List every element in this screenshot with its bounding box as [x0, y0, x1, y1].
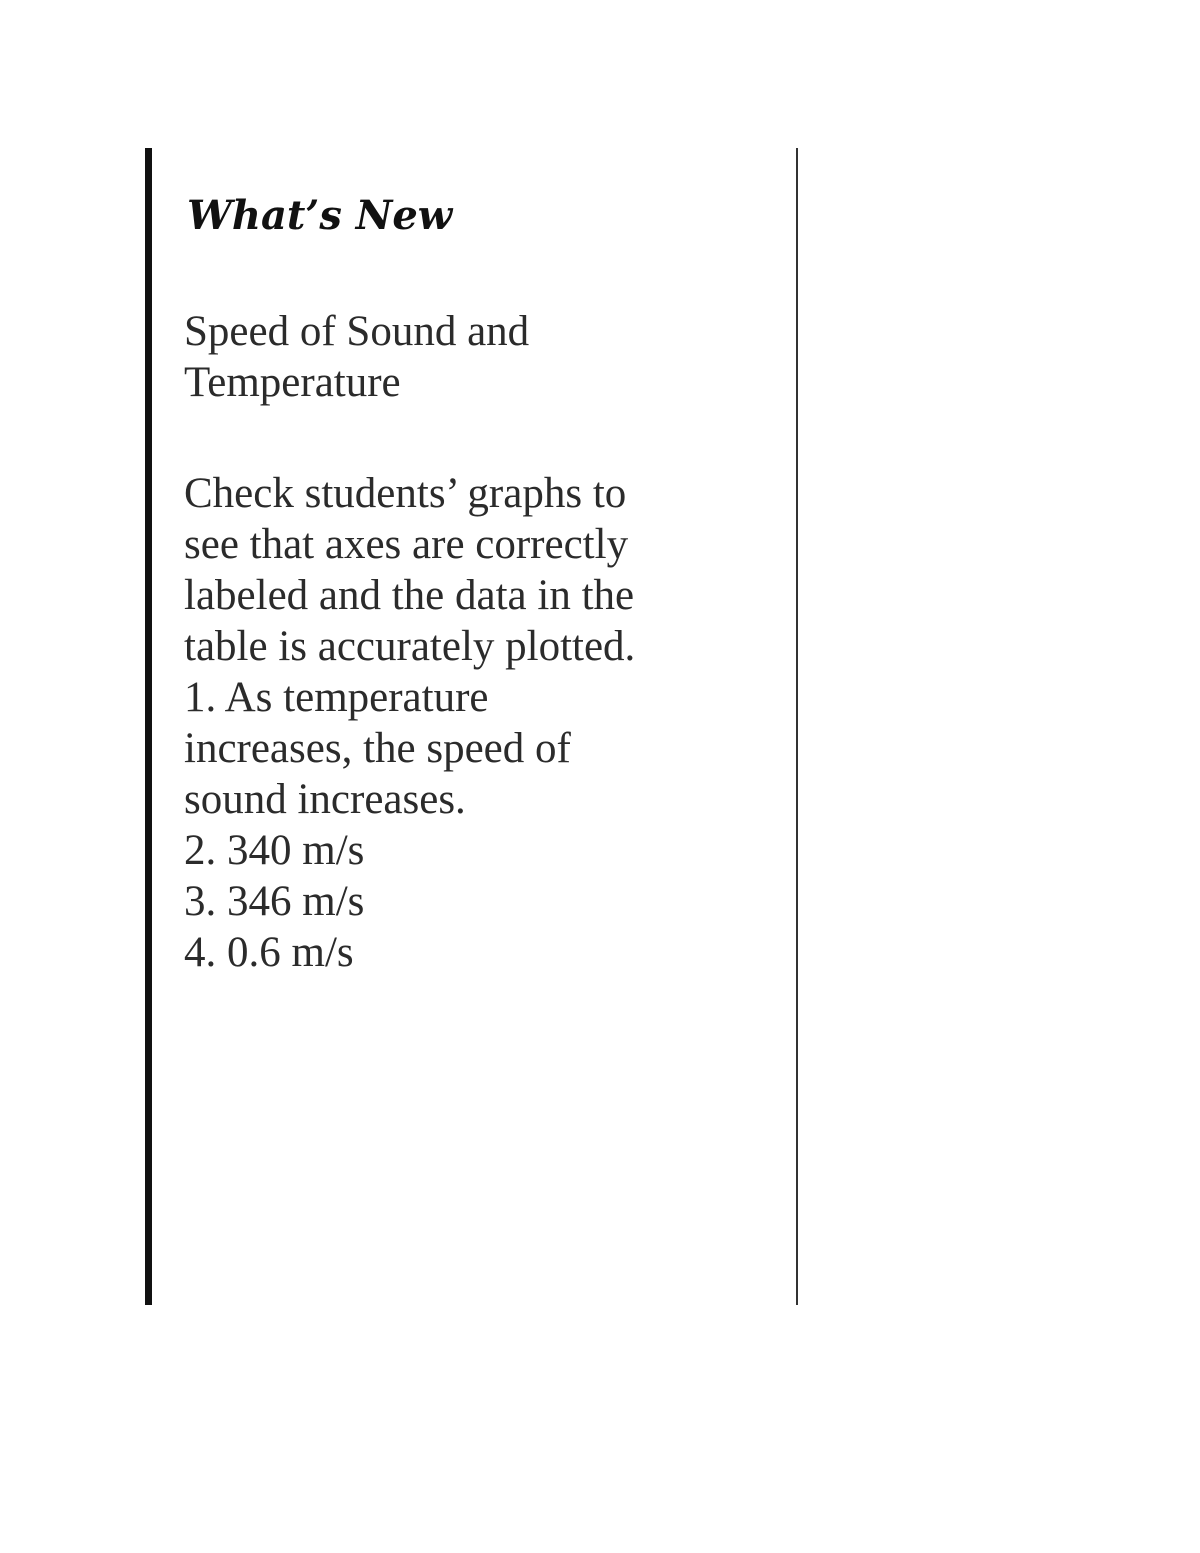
- answer-line: labeled and the data in the: [184, 572, 635, 619]
- answer-line: sound increases.: [184, 776, 466, 823]
- right-border-rule: [796, 148, 798, 1305]
- answer-line: increases, the speed of: [184, 725, 571, 772]
- answer-item-4: 4. 0.6 m/s: [184, 929, 354, 976]
- answer-line: table is accurately plotted.: [184, 623, 636, 670]
- topic-title: [184, 306, 704, 408]
- answer-line: see that axes are correctly: [184, 521, 629, 568]
- section-heading: What’s New: [187, 192, 453, 239]
- topic-title-line: Speed of Sound and: [184, 308, 530, 355]
- answer-line: Check students’ graphs to: [184, 470, 627, 517]
- answer-item-3: 3. 346 m/s: [184, 878, 365, 925]
- answer-text: [184, 468, 784, 978]
- topic-title-line: Temperature: [184, 359, 401, 406]
- answer-item-1: 1. As temperature: [184, 674, 489, 721]
- answer-item-2: 2. 340 m/s: [184, 827, 365, 874]
- left-border-rule: [145, 148, 152, 1305]
